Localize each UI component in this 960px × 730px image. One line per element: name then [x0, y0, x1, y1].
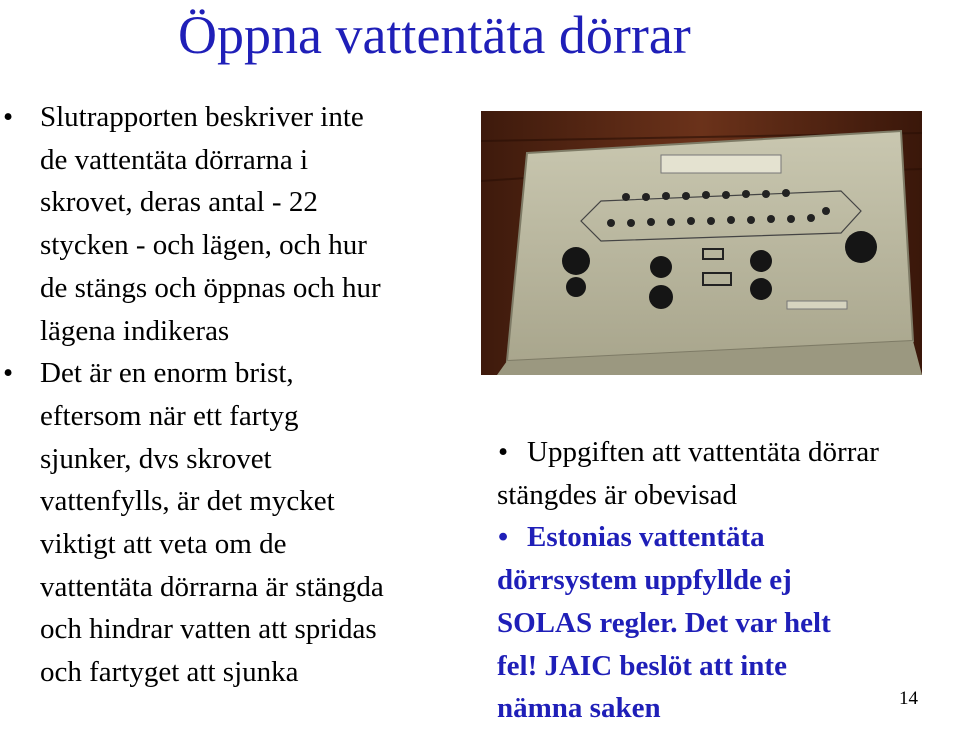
bullet-line: vattentäta dörrarna är stängda	[40, 570, 384, 603]
bullet-line: Slutrapporten beskriver inte	[40, 101, 364, 133]
bullet-line: dörrsystem uppfyllde ej	[497, 564, 792, 597]
left-bullet-list	[0, 96, 470, 694]
bullet-line: stängdes är obevisad	[497, 478, 737, 511]
bullet-line: stycken - och lägen, och hur	[40, 229, 367, 262]
bullet-line: viktigt att veta om de	[40, 528, 287, 561]
bullet-line: lägena indikeras	[40, 314, 230, 347]
bullet-line: de stängs och öppnas och hur	[40, 271, 381, 304]
right-bullet-list	[497, 431, 960, 730]
control-panel-photo	[481, 111, 922, 375]
bullet-line: sjunker, dvs skrovet	[40, 442, 272, 475]
bullet-item	[0, 352, 470, 694]
bullet-line: fel! JAIC beslöt att inte	[497, 649, 787, 682]
bullet-line: Det är en enorm brist,	[40, 357, 294, 390]
bullet-item	[497, 431, 960, 516]
bullet-line: vattenfylls, är det mycket	[40, 485, 335, 518]
bullet-line: de vattentäta dörrarna i	[40, 143, 309, 176]
bullet-icon: •	[498, 436, 509, 468]
bullet-line: och fartyget att sjunka	[40, 656, 299, 689]
bullet-line: SOLAS regler. Det var helt	[497, 606, 831, 639]
page-title: Öppna vattentäta dörrar	[178, 5, 691, 65]
bullet-line: och hindrar vatten att spridas	[40, 613, 377, 646]
page-number: 14	[899, 688, 918, 709]
bullet-item	[0, 96, 470, 352]
bullet-line: Uppgiften att vattentäta dörrar	[527, 436, 879, 468]
bullet-line: Estonias vattentäta	[527, 521, 765, 554]
bullet-icon: •	[3, 357, 14, 390]
bullet-line: skrovet, deras antal - 22	[40, 186, 318, 219]
bullet-line: nämna saken	[497, 692, 661, 725]
bullet-item	[497, 516, 960, 730]
bullet-icon: •	[498, 521, 509, 554]
bullet-line: eftersom när ett fartyg	[40, 399, 299, 432]
bullet-icon: •	[3, 101, 14, 133]
